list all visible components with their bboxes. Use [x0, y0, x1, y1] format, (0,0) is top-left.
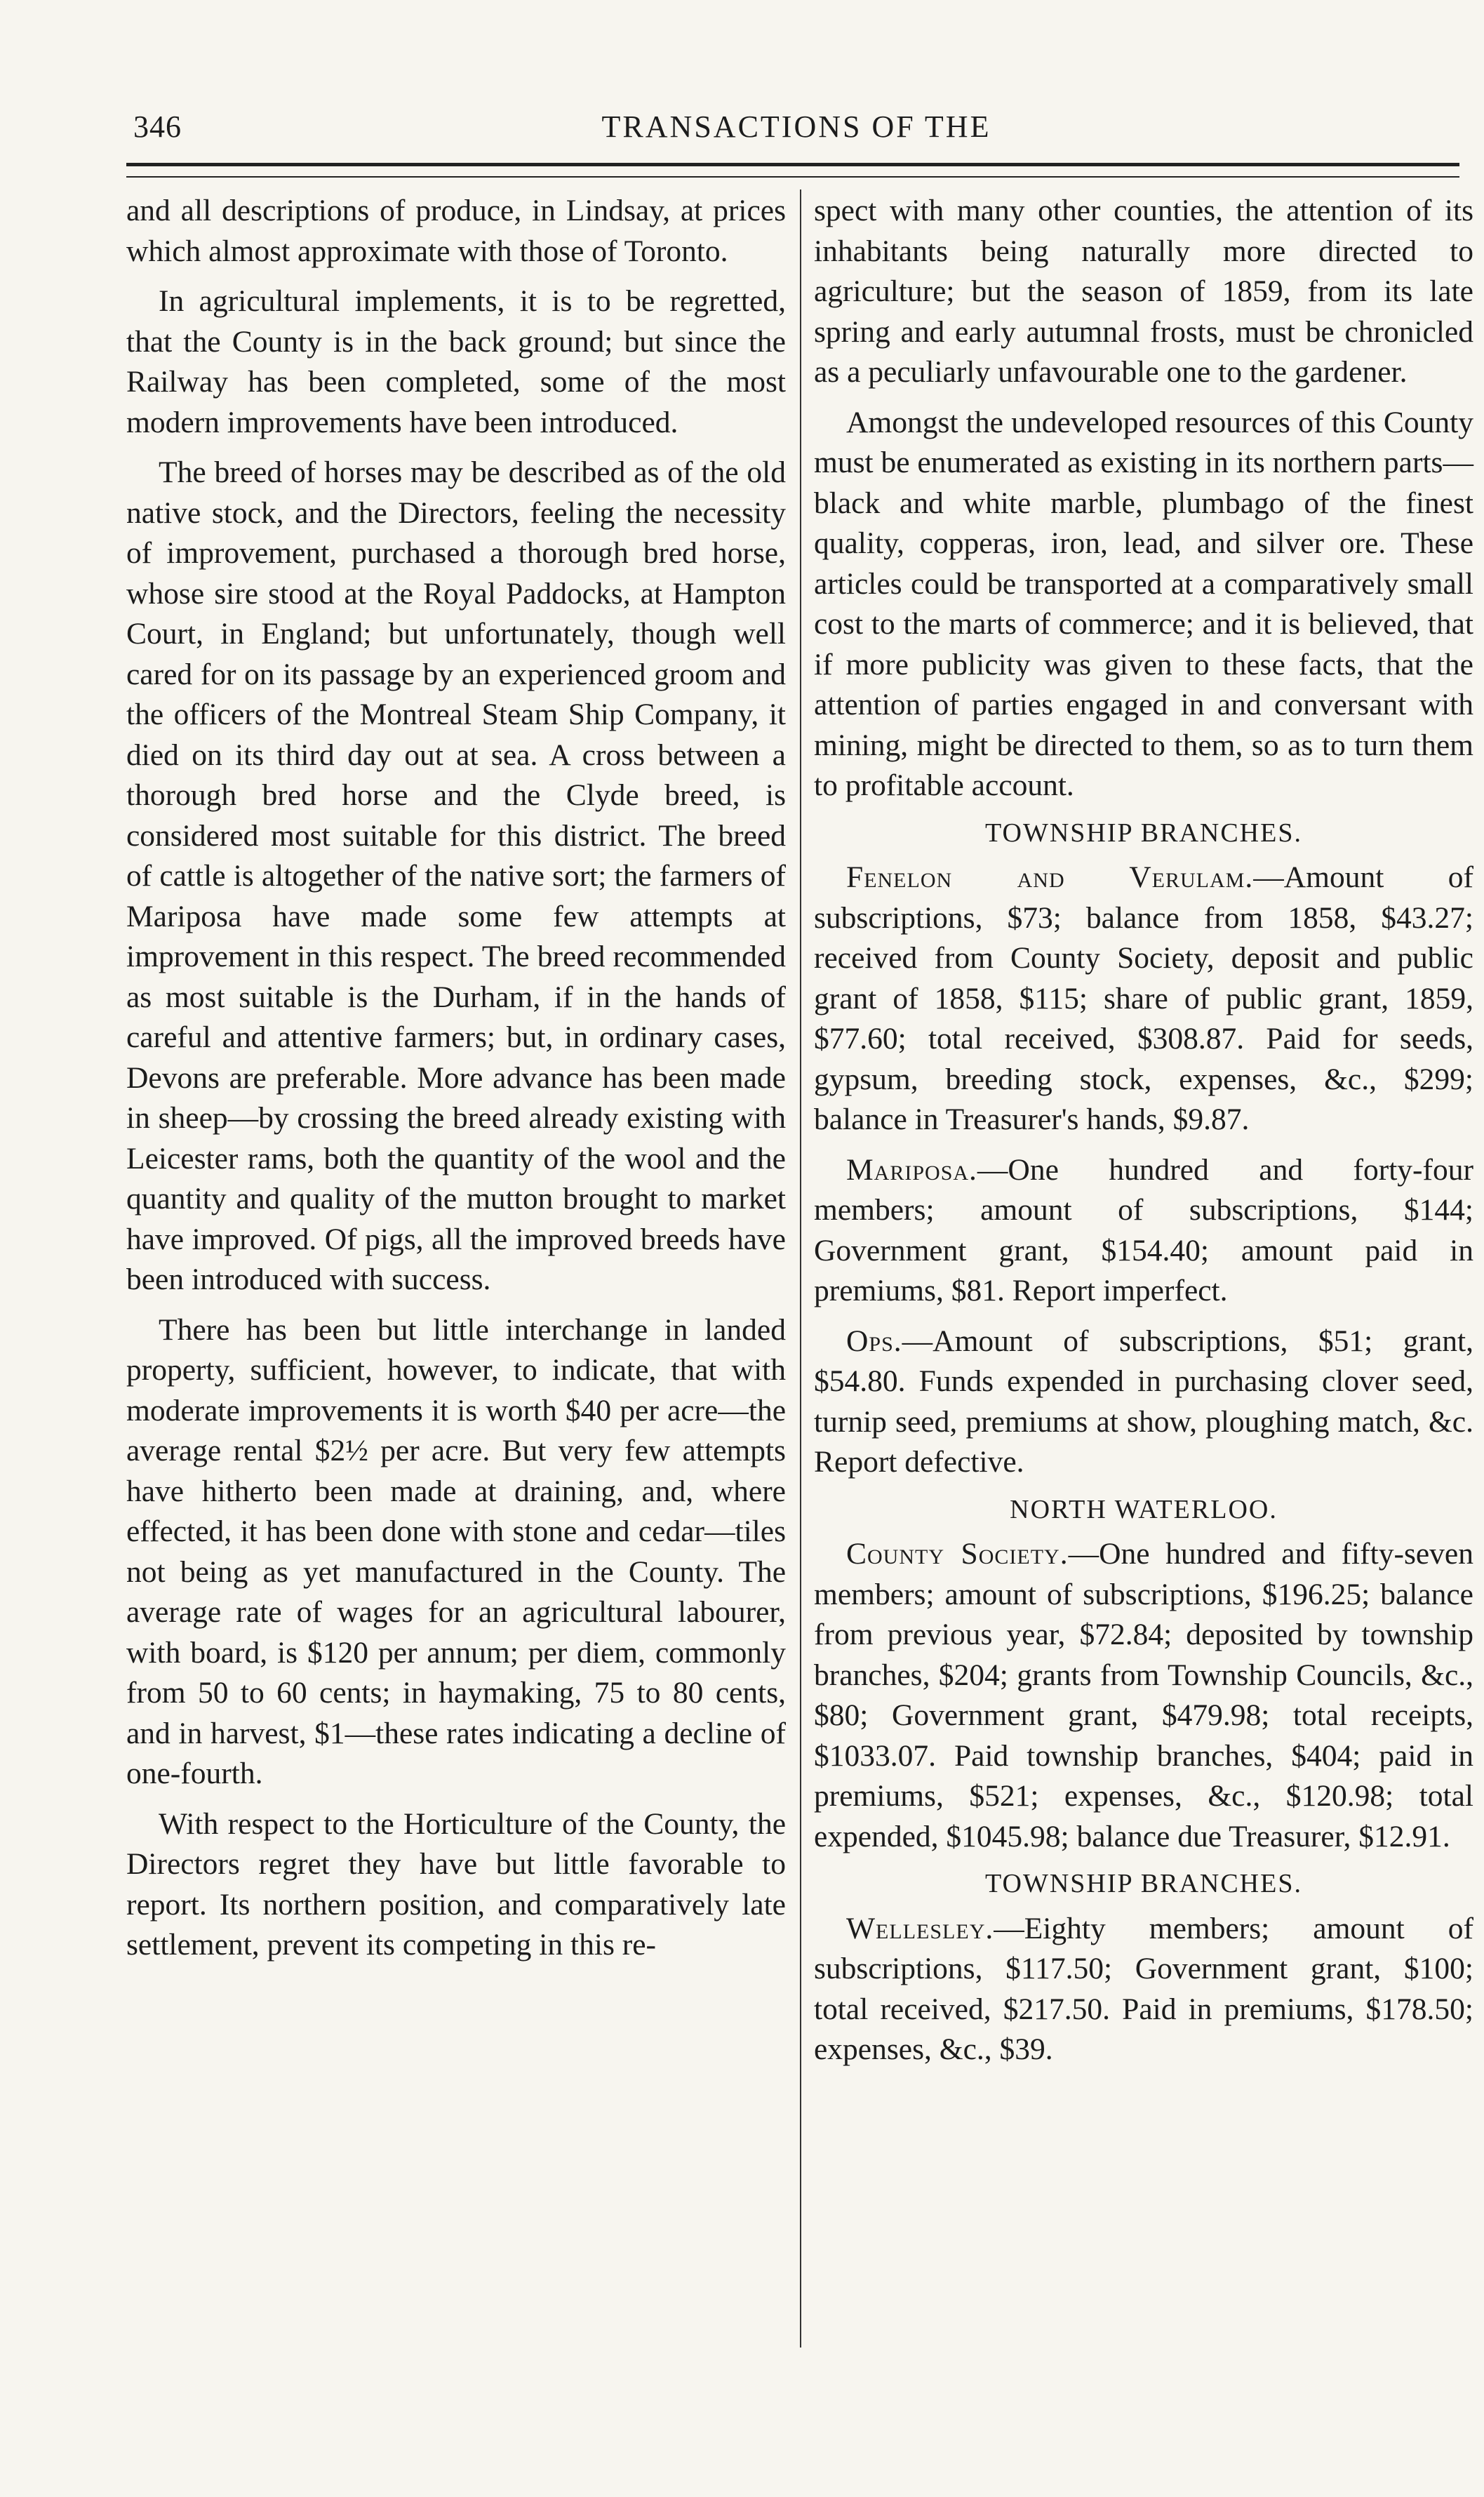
section-heading: NORTH WATERLOO. — [1010, 1494, 1278, 1524]
entry-ops — [814, 1321, 1473, 1483]
entry-name: Mariposa. — [846, 1152, 977, 1187]
entry-fenelon-verulam — [814, 858, 1473, 1140]
running-title: TRANSACTIONS OF THE — [601, 109, 991, 144]
entry-county-society — [814, 1534, 1473, 1857]
entry-name: Wellesley. — [846, 1911, 994, 1945]
entry-mariposa — [814, 1150, 1473, 1312]
column-divider — [800, 189, 801, 2348]
right-column — [814, 191, 1473, 2357]
section-heading: TOWNSHIP BRANCHES. — [985, 1869, 1302, 1898]
section-heading: TOWNSHIP BRANCHES. — [985, 818, 1302, 848]
header-double-rule — [126, 163, 1459, 178]
entry-text: —Amount of subscriptions, $51; grant, $54.80. Funds expended in purchasing clover seed, turnip seed, premiums at show, ploughing match, &c. Report defective. — [814, 1324, 1473, 1479]
paragraph: spect with many other counties, the attention of its inhabitants being naturally more directed to agriculture; but the season of 1859, from its late spring and early autumnal frosts, must be chronicled as a peculiarly unfavourable one to the gardener. — [814, 194, 1473, 389]
page-number: 346 — [133, 109, 182, 144]
paragraph: With respect to the Horticulture of the County, the Directors regret they have but little favorable to report. Its northern position, and comparatively late settlement, prevent its competing in this re- — [126, 1806, 786, 1962]
entry-name: County Society. — [846, 1537, 1069, 1571]
running-header — [133, 109, 1459, 158]
paragraph: The breed of horses may be described as of the old native stock, and the Directors, feeling the necessity of improvement, purchased a thorough bred horse, whose sire stood at the Royal Paddocks, at Hampton Court, in England; but unfortunately, though well cared for on its passage by an experienced groom and the officers of the Montreal Steam Ship Company, it died on its third day out at sea. A cross between a thorough bred horse and the Clyde breed, is considered most suitable for this district. The breed of cattle is altogether of the native sort; the farmers of Mariposa have made some few attempts at improvement in this respect. The breed recommended as most suitable is the Durham, if in the hands of careful and attentive farmers; but, in ordinary cases, Devons are preferable. More advance has been made in sheep—by crossing the breed already existing with Leicester rams, both the quantity of the wool and the quantity and quality of the mutton brought to market have improved. Of pigs, all the improved breeds have been introduced with success. — [126, 455, 786, 1296]
entry-text: —Amount of subscriptions, $73; balance from 1858, $43.27; received from County Society, deposit and public grant of 1858, $115; share of public grant, 1859, $77.60; total received, $308.87. Paid for seeds, gypsum, breeding stock, expenses, &c., $299; balance in Treasurer's hands, $9.87. — [814, 860, 1474, 1136]
entry-text: —One hundred and fifty-seven members; amount of subscriptions, $196.25; balance from previous year, $72.84; deposited by township branches, $204; grants from Township Councils, &c., $80; Government grant, $479.98; total receipts, $1033.07. Paid township branches, $404; paid in premiums, $521; expenses, &c., $120.98; total expended, $1045.98; balance due Treasurer, $12.91. — [814, 1537, 1473, 1853]
paragraph: and all descriptions of produce, in Lindsay, at prices which almost approximate with those of Toronto. — [126, 194, 786, 268]
entry-name: Ops. — [846, 1324, 902, 1358]
left-column — [126, 191, 786, 2357]
paragraph: In agricultural implements, it is to be regretted, that the County is in the back ground; but since the Railway has been completed, some of the most modern improvements have been introduced. — [126, 284, 786, 439]
entry-name: Fenelon and Verulam. — [846, 860, 1254, 894]
entry-text: —Eighty members; amount of subscriptions, $117.50; Government grant, $100; total received, $217.50. Paid in premiums, $178.50; expenses, &c., $39. — [814, 1911, 1473, 2066]
paragraph: There has been but little interchange in landed property, sufficient, however, to indicate, that with moderate improvements it is worth $40 per acre—the average rental $2½ per acre. But very few attempts have hitherto been made at draining, and, where effected, it has been done with stone and cedar—tiles not being as yet manufactured in the County. The average rate of wages for an agricultural labourer, with board, is $120 per annum; per diem, commonly from 50 to 60 cents; in haymaking, 75 to 80 cents, and in harvest, $1—these rates indicating a decline of one-fourth. — [126, 1312, 786, 1790]
entry-text: —One hundred and forty-four members; amount of subscriptions, $144; Government grant, $154.40; amount paid in premiums, $81. Report imperfect. — [814, 1152, 1473, 1307]
paragraph: Amongst the undeveloped resources of this County must be enumerated as existing in its northern parts—black and white marble, plumbago of the finest quality, copperas, iron, lead, and silver ore. These articles could be transported at a comparatively small cost to the marts of commerce; and it is believed, that if more publicity was given to these facts, that the attention of parties engaged in and conversant with mining, might be directed to them, so as to turn them to profitable account. — [814, 405, 1473, 802]
entry-wellesley — [814, 1909, 1473, 2070]
